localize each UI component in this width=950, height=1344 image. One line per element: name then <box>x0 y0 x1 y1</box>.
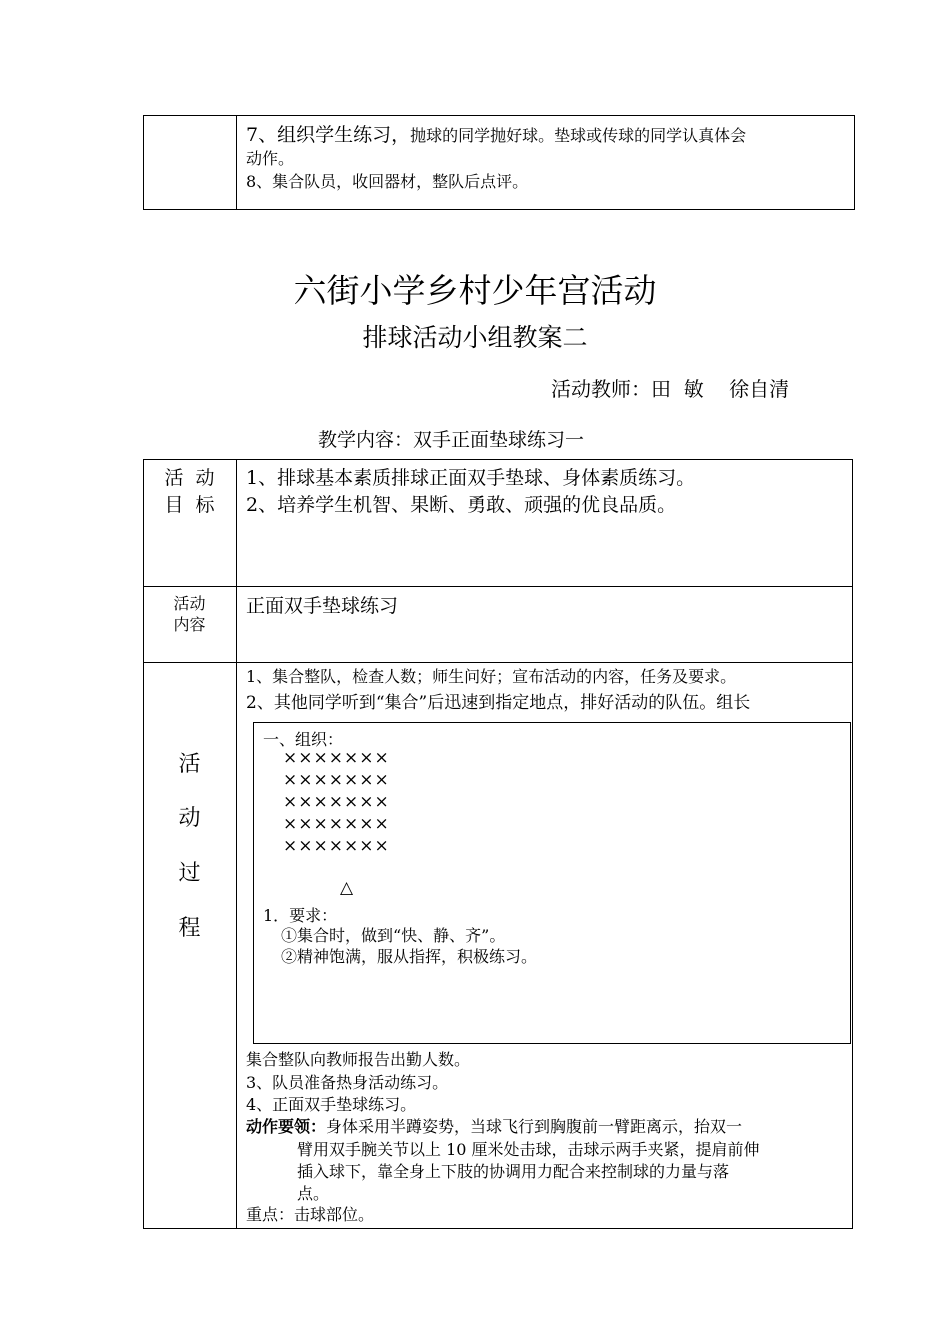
content-label-2: 内容 <box>173 615 206 634</box>
requirement-title: 1．要求： <box>263 906 338 925</box>
focus-point: 重点：击球部位。 <box>246 1205 375 1224</box>
formation-row: ××××××× <box>283 792 390 812</box>
teaching-content: 教学内容：双手正面垫球练习一 <box>318 429 585 451</box>
goal-label-1: 活 动 <box>164 467 215 489</box>
after-3: 3、队员准备热身活动练习。 <box>246 1073 449 1092</box>
formation-row: ××××××× <box>283 748 390 768</box>
key-points-line-1 <box>246 1114 742 1137</box>
after-1: 集合整队向教师报告出勤人数。 <box>246 1050 471 1069</box>
process-1: 1、集合整队，检查人数；师生问好；宣布活动的内容，任务及要求。 <box>246 667 737 686</box>
page-subtitle: 排球活动小组教案二 <box>362 323 588 352</box>
content-value: 正面双手垫球练习 <box>246 595 399 617</box>
top-line-7 <box>246 120 746 147</box>
goal-1: 1、排球基本素质排球正面双手垫球、身体素质练习。 <box>246 467 696 489</box>
process-label-1: 活 <box>178 752 201 777</box>
teacher-line: 活动教师：田 敏 徐自清 <box>551 377 790 401</box>
key-points-text-1: 身体采用半蹲姿势，当球飞行到胸腹前一臂距离示，抬双一 <box>326 1117 743 1136</box>
formation-row: ××××××× <box>283 770 390 790</box>
top-line-7-c: 动作。 <box>246 149 295 168</box>
process-label-2: 动 <box>178 806 201 831</box>
process-label-4: 程 <box>178 916 201 941</box>
requirement-2: ②精神饱满，服从指挥，积极练习。 <box>281 947 538 966</box>
key-points-line-2: 臂用双手腕关节以上 10 厘米处击球，击球示两手夹紧，提肩前伸 <box>297 1140 760 1159</box>
process-label-3: 过 <box>178 861 201 886</box>
top-table-divider <box>236 115 237 210</box>
row-divider-2 <box>143 662 853 663</box>
requirement-1: ①集合时，做到“快、静、齐”。 <box>281 926 506 945</box>
teacher-position-icon: △ <box>340 878 354 898</box>
content-label-1: 活动 <box>173 594 206 613</box>
after-4: 4、正面双手垫球练习。 <box>246 1095 417 1114</box>
key-points-line-4: 点。 <box>297 1184 330 1203</box>
row-divider-1 <box>143 586 853 587</box>
key-points-line-3: 插入球下，靠全身上下肢的协调用力配合来控制球的力量与落 <box>297 1162 730 1181</box>
key-points-label: 动作要领： <box>246 1117 327 1136</box>
goal-2: 2、培养学生机智、果断、勇敢、顽强的优良品质。 <box>246 494 677 516</box>
goal-label-2: 目 标 <box>164 494 215 516</box>
main-table-divider <box>236 459 237 1229</box>
formation-row: ××××××× <box>283 836 390 856</box>
formation-row: ××××××× <box>283 814 390 834</box>
process-2: 2、其他同学听到“集合”后迅速到指定地点，排好活动的队伍。组长 <box>246 693 751 713</box>
diagram-heading: 一、组织： <box>263 730 344 749</box>
top-line-7-a: 7、组织学生练习， <box>246 124 411 146</box>
top-line-7-b: 抛球的同学抛好球。垫球或传球的同学认真体会 <box>410 126 747 145</box>
top-line-8: 8、集合队员，收回器材，整队后点评。 <box>246 172 529 191</box>
page-title: 六街小学乡村少年宫活动 <box>293 271 657 310</box>
